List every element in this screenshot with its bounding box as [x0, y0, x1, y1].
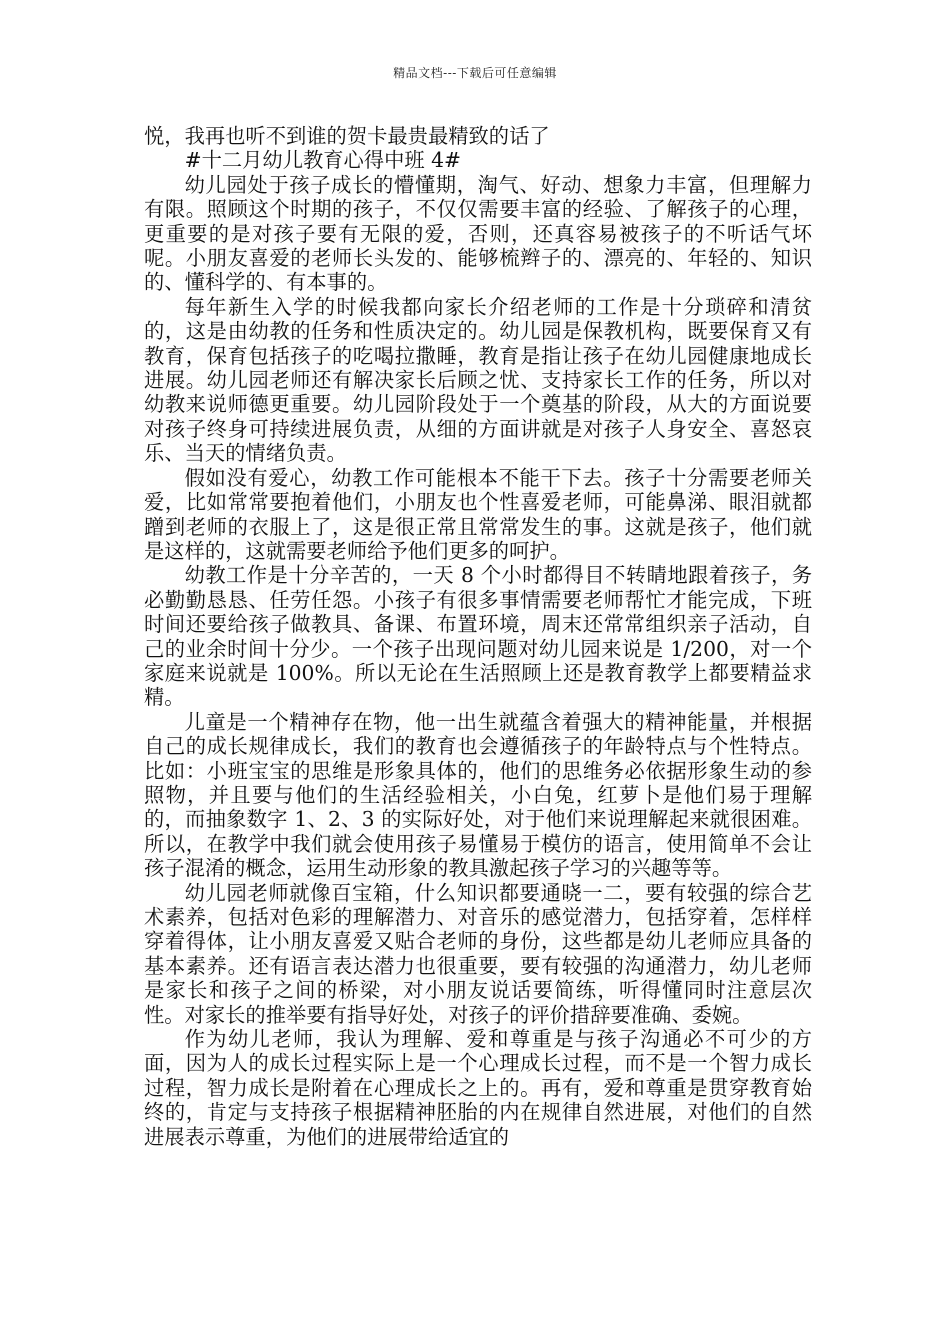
paragraph: 作为幼儿老师，我认为理解、爱和尊重是与孩子沟通必不可少的方面，因为人的成长过程实际上是一个心理成长过程，而不是一个智力成长过程，智力成长是附着在心理成长之上的。再有，爱和尊重是贯穿教育始终的，肯定与支持孩子根据精神胚胎的内在规律自然进展，对他们的自然进展表示尊重，为他们的进展带给适宜的 — [144, 1027, 812, 1149]
paragraph: 幼儿园老师就像百宝箱，什么知识都要通晓一二，要有较强的综合艺术素养，包括对色彩的理解潜力、对音乐的感觉潜力，包括穿着，怎样样穿着得体，让小朋友喜爱又贴合老师的身份，这些都是幼儿老师应具备的基本素养。还有语言表达潜力也很重要，要有较强的沟通潜力，幼儿老师是家长和孩子之间的桥梁，对小朋友说话要简练，听得懂同时注意层次性。对家长的推举要有指导好处，对孩子的评价措辞要准确、委婉。 — [144, 880, 812, 1027]
paragraph: 假如没有爱心，幼教工作可能根本不能干下去。孩子十分需要老师关爱，比如常常要抱着他们，小朋友也个性喜爱老师，可能鼻涕、眼泪就都蹭到老师的衣服上了，这是很正常且常常发生的事。这就是孩子，他们就是这样的，这就需要老师给予他们更多的呵护。 — [144, 465, 812, 563]
section-heading: #十二月幼儿教育心得中班 4# — [184, 148, 462, 173]
paragraph: 儿童是一个精神存在物，他一出生就蕴含着强大的精神能量，并根据自己的成长规律成长，我们的教育也会遵循孩子的年龄特点与个性特点。比如：小班宝宝的思维是形象具体的，他们的思维务必依据形象生动的参照物，并且要与他们的生活经验相关，小白兔，红萝卜是他们易于理解的，而抽象数字 1、2、3 的实际好处，对于他们来说理解起来就很困难。所以，在教学中我们就会使用孩子易懂易于模仿的语言，使用简单不会让孩子混淆的概念，运用生动形象的教具激起孩子学习的兴趣等等。 — [144, 709, 812, 881]
paragraph: 幼教工作是十分辛苦的，一天 8 个小时都得目不转睛地跟着孩子，务必勤勤恳恳、任劳任怨。小孩子有很多事情需要老师帮忙才能完成，下班时间还要给孩子做教具、备课、布置环境，周末还常常组织亲子活动，自己的业余时间十分少。一个孩子出现问题对幼儿园来说是 1/200，对一个家庭来说就是 100%。所以无论在生活照顾上还是教育教学上都要精益求精。 — [144, 563, 812, 710]
paragraph: 每年新生入学的时候我都向家长介绍老师的工作是十分琐碎和清贫的，这是由幼教的任务和性质决定的。幼儿园是保教机构，既要保育又有教育，保育包括孩子的吃喝拉撒睡，教育是指让孩子在幼儿园健康地成长进展。幼儿园老师还有解决家长后顾之忧、支持家长工作的任务，所以对幼教来说师德更重要。幼儿园阶段处于一个奠基的阶段，从大的方面说要对孩子终身可持续进展负责，从细的方面讲就是对孩子人身安全、喜怒哀乐、当天的情绪负责。 — [144, 294, 812, 466]
page-header: 精品文档---下载后可任意编辑 — [393, 66, 557, 80]
paragraph: 幼儿园处于孩子成长的懵懂期，淘气、好动、想象力丰富，但理解力有限。照顾这个时期的孩子，不仅仅需要丰富的经验、了解孩子的心理，更重要的是对孩子要有无限的爱，否则，还真容易被孩子的不听话气坏呢。小朋友喜爱的老师长头发的、能够梳辫子的、漂亮的、年轻的、知识的、懂科学的、有本事的。 — [144, 172, 812, 295]
paragraph-continuation: 悦，我再也听不到谁的贺卡最贵最精致的话了 — [144, 124, 550, 148]
document-body — [144, 124, 812, 1149]
